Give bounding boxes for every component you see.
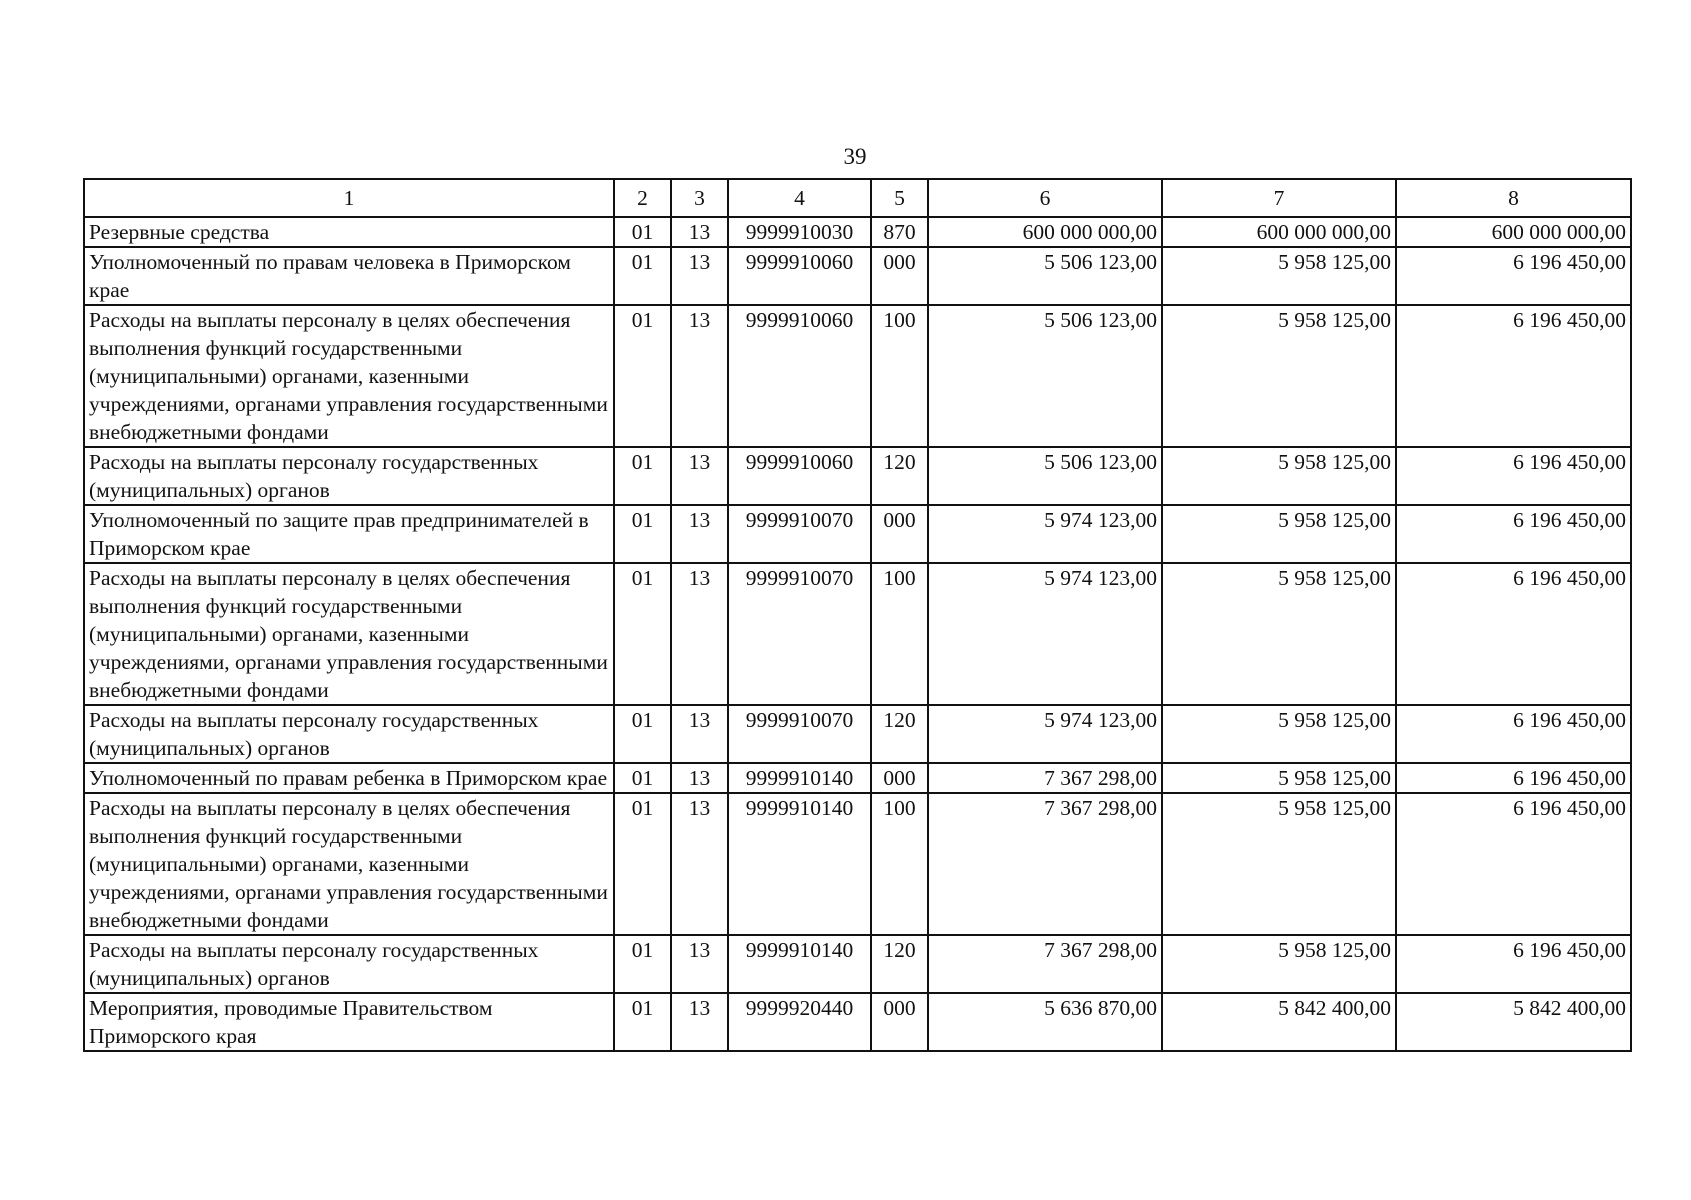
section-code: 01 xyxy=(614,305,671,447)
amount-col-8: 6 196 450,00 xyxy=(1396,563,1631,705)
section-code: 01 xyxy=(614,935,671,993)
table-row xyxy=(84,705,1631,763)
amount-col-6: 5 636 870,00 xyxy=(928,993,1162,1051)
subsection-code: 13 xyxy=(671,763,728,793)
section-code: 01 xyxy=(614,563,671,705)
amount-col-7: 5 958 125,00 xyxy=(1162,935,1396,993)
target-article-code: 9999910060 xyxy=(728,305,871,447)
amount-col-7: 5 958 125,00 xyxy=(1162,793,1396,935)
header-col-1: 1 xyxy=(84,179,614,217)
section-code: 01 xyxy=(614,447,671,505)
table-row xyxy=(84,305,1631,447)
row-name: Резервные средства xyxy=(84,217,614,247)
amount-col-6: 5 506 123,00 xyxy=(928,447,1162,505)
section-code: 01 xyxy=(614,247,671,305)
header-col-7: 7 xyxy=(1162,179,1396,217)
table-row xyxy=(84,505,1631,563)
amount-col-8: 6 196 450,00 xyxy=(1396,305,1631,447)
target-article-code: 9999910060 xyxy=(728,247,871,305)
row-name: Уполномоченный по правам ребенка в Приморском крае xyxy=(84,763,614,793)
expense-type-code: 120 xyxy=(871,935,928,993)
target-article-code: 9999910140 xyxy=(728,793,871,935)
expense-type-code: 000 xyxy=(871,993,928,1051)
table-row xyxy=(84,217,1631,247)
amount-col-6: 5 974 123,00 xyxy=(928,705,1162,763)
amount-col-6: 7 367 298,00 xyxy=(928,793,1162,935)
row-name: Расходы на выплаты персоналу государственных (муниципальных) органов xyxy=(84,447,614,505)
row-name: Уполномоченный по правам человека в Приморском крае xyxy=(84,247,614,305)
row-name: Расходы на выплаты персоналу государственных (муниципальных) органов xyxy=(84,705,614,763)
expense-type-code: 120 xyxy=(871,705,928,763)
target-article-code: 9999910070 xyxy=(728,563,871,705)
amount-col-6: 5 506 123,00 xyxy=(928,305,1162,447)
amount-col-7: 5 958 125,00 xyxy=(1162,447,1396,505)
amount-col-8: 6 196 450,00 xyxy=(1396,247,1631,305)
table-row xyxy=(84,763,1631,793)
table-row xyxy=(84,447,1631,505)
expense-type-code: 000 xyxy=(871,763,928,793)
amount-col-7: 5 958 125,00 xyxy=(1162,505,1396,563)
amount-col-8: 6 196 450,00 xyxy=(1396,705,1631,763)
amount-col-7: 5 958 125,00 xyxy=(1162,705,1396,763)
table-row xyxy=(84,247,1631,305)
row-name: Расходы на выплаты персоналу в целях обеспечения выполнения функций государственными (муниципальными) органами, казенными учреждениями, органами управления государственными внебюджетными фондами xyxy=(84,793,614,935)
expense-type-code: 870 xyxy=(871,217,928,247)
expense-type-code: 100 xyxy=(871,793,928,935)
amount-col-7: 600 000 000,00 xyxy=(1162,217,1396,247)
amount-col-8: 6 196 450,00 xyxy=(1396,935,1631,993)
section-code: 01 xyxy=(614,793,671,935)
header-row xyxy=(84,179,1631,217)
subsection-code: 13 xyxy=(671,993,728,1051)
header-col-3: 3 xyxy=(671,179,728,217)
subsection-code: 13 xyxy=(671,563,728,705)
amount-col-6: 5 974 123,00 xyxy=(928,563,1162,705)
header-col-2: 2 xyxy=(614,179,671,217)
amount-col-8: 6 196 450,00 xyxy=(1396,447,1631,505)
row-name: Уполномоченный по защите прав предпринимателей в Приморском крае xyxy=(84,505,614,563)
expense-type-code: 100 xyxy=(871,305,928,447)
row-name: Расходы на выплаты персоналу в целях обеспечения выполнения функций государственными (муниципальными) органами, казенными учреждениями, органами управления государственными внебюджетными фондами xyxy=(84,305,614,447)
amount-col-6: 5 506 123,00 xyxy=(928,247,1162,305)
subsection-code: 13 xyxy=(671,793,728,935)
section-code: 01 xyxy=(614,505,671,563)
amount-col-6: 600 000 000,00 xyxy=(928,217,1162,247)
subsection-code: 13 xyxy=(671,705,728,763)
header-col-6: 6 xyxy=(928,179,1162,217)
target-article-code: 9999920440 xyxy=(728,993,871,1051)
header-col-5: 5 xyxy=(871,179,928,217)
target-article-code: 9999910030 xyxy=(728,217,871,247)
target-article-code: 9999910070 xyxy=(728,705,871,763)
row-name: Расходы на выплаты персоналу в целях обеспечения выполнения функций государственными (муниципальными) органами, казенными учреждениями, органами управления государственными внебюджетными фондами xyxy=(84,563,614,705)
amount-col-8: 6 196 450,00 xyxy=(1396,793,1631,935)
amount-col-6: 5 974 123,00 xyxy=(928,505,1162,563)
page-number: 39 xyxy=(843,144,867,169)
table-row xyxy=(84,563,1631,705)
target-article-code: 9999910070 xyxy=(728,505,871,563)
header-col-4: 4 xyxy=(728,179,871,217)
row-name: Мероприятия, проводимые Правительством Приморского края xyxy=(84,993,614,1051)
table-row xyxy=(84,993,1631,1051)
amount-col-6: 7 367 298,00 xyxy=(928,763,1162,793)
amount-col-8: 6 196 450,00 xyxy=(1396,505,1631,563)
section-code: 01 xyxy=(614,705,671,763)
subsection-code: 13 xyxy=(671,447,728,505)
amount-col-8: 600 000 000,00 xyxy=(1396,217,1631,247)
amount-col-7: 5 958 125,00 xyxy=(1162,305,1396,447)
subsection-code: 13 xyxy=(671,305,728,447)
section-code: 01 xyxy=(614,763,671,793)
amount-col-7: 5 958 125,00 xyxy=(1162,763,1396,793)
subsection-code: 13 xyxy=(671,505,728,563)
target-article-code: 9999910060 xyxy=(728,447,871,505)
expense-type-code: 120 xyxy=(871,447,928,505)
subsection-code: 13 xyxy=(671,217,728,247)
header-col-8: 8 xyxy=(1396,179,1631,217)
section-code: 01 xyxy=(614,993,671,1051)
expense-type-code: 100 xyxy=(871,563,928,705)
target-article-code: 9999910140 xyxy=(728,935,871,993)
target-article-code: 9999910140 xyxy=(728,763,871,793)
section-code: 01 xyxy=(614,217,671,247)
amount-col-8: 5 842 400,00 xyxy=(1396,993,1631,1051)
budget-table xyxy=(83,178,1632,1052)
amount-col-7: 5 958 125,00 xyxy=(1162,563,1396,705)
row-name: Расходы на выплаты персоналу государственных (муниципальных) органов xyxy=(84,935,614,993)
expense-type-code: 000 xyxy=(871,247,928,305)
table-row xyxy=(84,793,1631,935)
expense-type-code: 000 xyxy=(871,505,928,563)
amount-col-7: 5 958 125,00 xyxy=(1162,247,1396,305)
amount-col-8: 6 196 450,00 xyxy=(1396,763,1631,793)
amount-col-6: 7 367 298,00 xyxy=(928,935,1162,993)
amount-col-7: 5 842 400,00 xyxy=(1162,993,1396,1051)
subsection-code: 13 xyxy=(671,247,728,305)
subsection-code: 13 xyxy=(671,935,728,993)
table-row xyxy=(84,935,1631,993)
